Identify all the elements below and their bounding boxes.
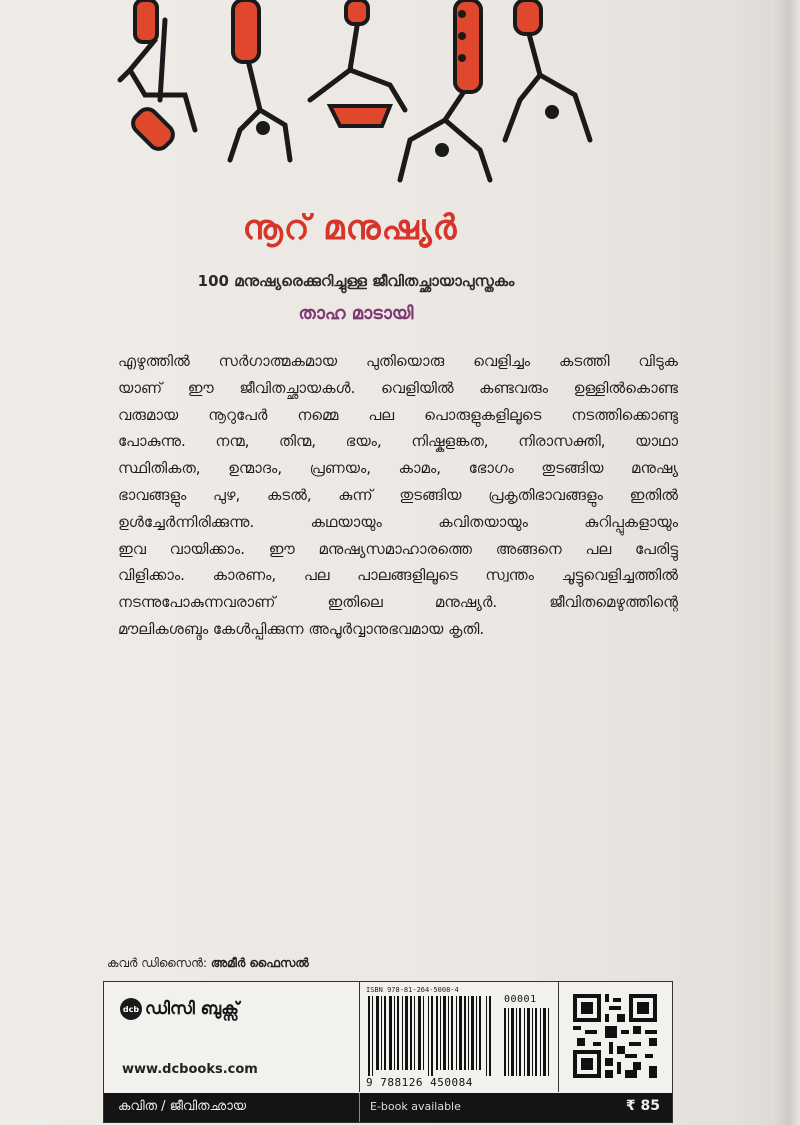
- blurb-line: ഇവ വായിക്കാം. ഈ മനുഷ്യസമാഹാരത്തെ അങ്ങനെ പല പേരിട്ടു: [118, 539, 678, 558]
- footer-bar: [104, 1093, 672, 1122]
- isbn-text: ISBN 978-81-264-5008-4: [366, 986, 459, 994]
- book-subtitle: 100 മനുഷ്യരെക്കുറിച്ചുള്ള ജീവിതച്ഛായാപുസ്തകം: [197, 272, 515, 290]
- blurb-line: യാണ് ഈ ജീവിതച്ഛായകൾ. വെളിയിൽ കണ്ടവരും ഉള്ളിൽകൊണ്ട: [118, 378, 678, 397]
- publisher-website: www.dcbooks.com: [122, 1062, 258, 1077]
- blurb-line: നടന്നുപോകുന്നവരാണ് ഇതിലെ മനുഷ്യർ. ജീവിതമെഴുത്തിന്റെ: [118, 593, 678, 612]
- blurb-line: ഭാവങ്ങളും പുഴ, കടൽ, കുന്ന് തുടങ്ങിയ പ്രകൃതിഭാവങ്ങളും ഇതിൽ: [118, 485, 678, 504]
- price-addon-barcode: [504, 1008, 550, 1076]
- blurb-line: സ്ഥിതികത, ഉന്മാദം, പ്രണയം, കാമം, ഭോഗം തുടങ്ങിയ മനുഷ്യ: [118, 459, 678, 478]
- blurb-text: [118, 348, 678, 643]
- qr-code-icon: [573, 994, 657, 1078]
- book-title: നൂറ് മനുഷ്യർ: [242, 208, 458, 248]
- publisher-footer: [103, 981, 673, 1123]
- publisher-logo: [120, 998, 239, 1020]
- dcb-logo-icon: dcb: [120, 998, 142, 1020]
- blurb-line: വരുമായ നൂറുപേർ നമ്മെ പല പൊരുളുകളിലൂടെ നടത്തിക്കൊണ്ടു: [118, 405, 678, 424]
- blurb-line: മൗലികശബ്ദം കേൾപ്പിക്കുന്ന അപൂർവ്വാനുഭവമായ കൃതി.: [118, 619, 485, 638]
- author-name: താഹ മാടായി: [298, 303, 414, 324]
- ebook-available-label: E-book available: [370, 1100, 461, 1113]
- ean-digits: 9 788126 450084: [366, 1076, 473, 1089]
- publisher-name: ഡിസി ബുക്സ്: [145, 999, 239, 1019]
- publisher-box: [104, 982, 360, 1092]
- blurb-line: എഴുത്തിൽ സർഗാത്മകമായ പുതിയൊരു വെളിച്ചം കടത്തി വിടുക: [118, 352, 678, 370]
- footer-divider: [359, 1093, 360, 1122]
- designer-label: കവർ ഡിസൈൻ:: [107, 956, 208, 970]
- cover-designer-credit: [107, 956, 309, 971]
- barcode-box: [360, 982, 559, 1092]
- isbn-addon-digits: 00001: [504, 994, 537, 1005]
- price-label: ₹ 85: [625, 1098, 660, 1114]
- blurb-line: ഉൾച്ചേർന്നിരിക്കുന്നു. കഥയായും കവിതയായും കുറിപ്പുകളായും: [118, 512, 678, 531]
- isbn-barcode: [368, 996, 494, 1076]
- blurb-line: പോകുന്നു. നന്മ, തിന്മ, ഭയം, നിഷ്കളങ്കത, നിരാസക്തി, യാഥാ: [118, 432, 678, 451]
- figures-illustration: [100, 0, 620, 190]
- designer-name: അമീർ ഫൈസൽ: [210, 956, 309, 970]
- blurb-line: വിളിക്കാം. കാരണം, പല പാലങ്ങളിലൂടെ സ്വന്തം ചൂട്ടുവെളിച്ചത്തിൽ: [118, 566, 678, 585]
- genre-label: കവിത / ജീവിതഛായ: [118, 1099, 247, 1114]
- qr-box: [559, 982, 672, 1092]
- spine-edge: [772, 0, 800, 1125]
